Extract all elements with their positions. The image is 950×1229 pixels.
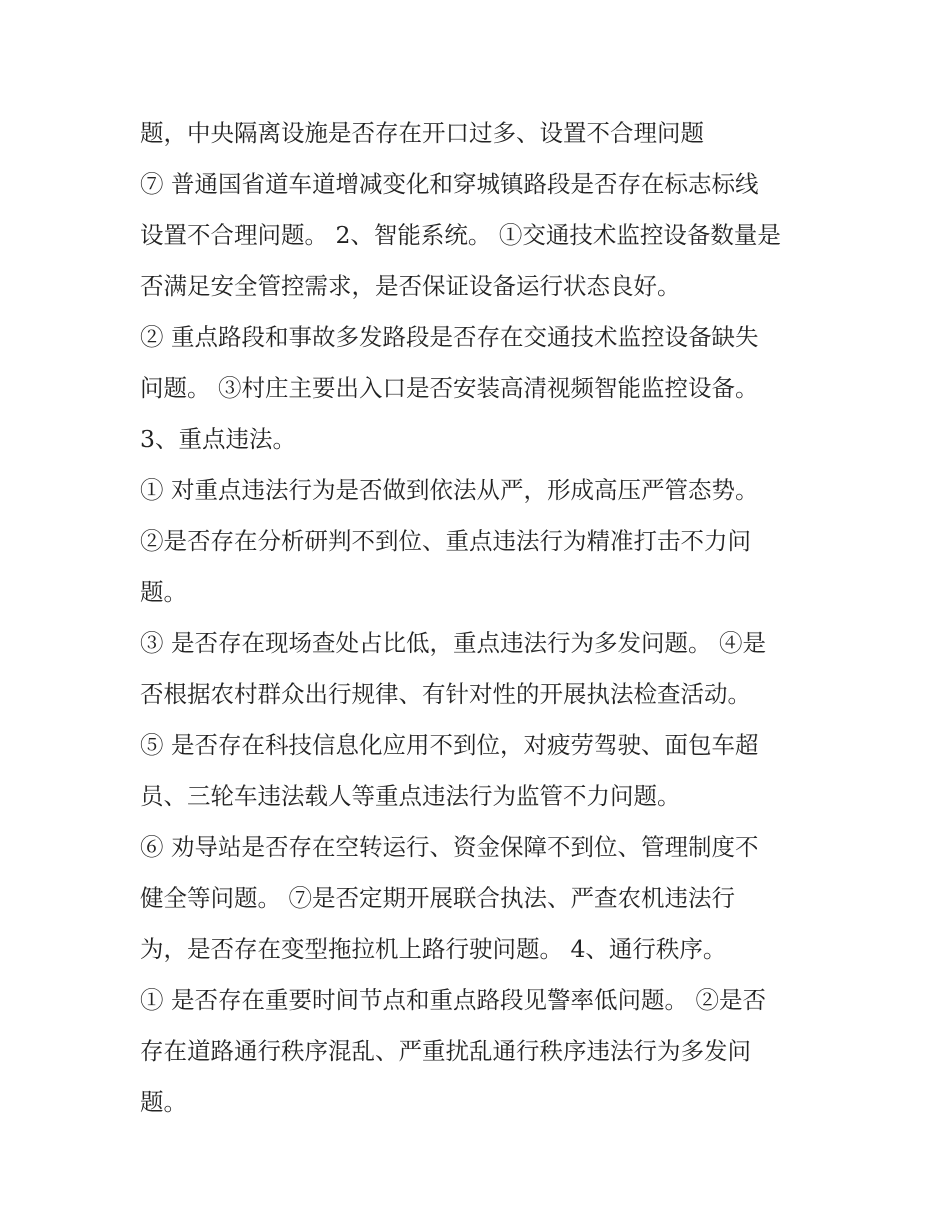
text-line-17: 为，是否存在变型拖拉机上路行驶问题。 4、通行秩序。 — [140, 935, 727, 963]
text-line-2: ⑦ 普通国省道车道增减变化和穿城镇路段是否存在标志标线 — [140, 170, 759, 198]
text-line-4: 否满足安全管控需求，是否保证设备运行状态良好。 — [140, 272, 681, 300]
text-line-3: 设置不合理问题。 2、智能系统。 ①交通技术监控设备数量是 — [140, 221, 781, 249]
section-heading-3: 3、重点违法。 — [140, 425, 296, 453]
text-line-1: 题，中央隔离设施是否存在开口过多、设置不合理问题 — [140, 119, 704, 147]
text-line-20: 题。 — [140, 1088, 187, 1116]
text-line-9: ②是否存在分析研判不到位、重点违法行为精准打击不力问 — [140, 527, 751, 555]
text-line-10: 题。 — [140, 578, 187, 606]
text-line-12: 否根据农村群众出行规律、有针对性的开展执法检查活动。 — [140, 680, 751, 708]
text-line-6: 问题。 ③村庄主要出入口是否安装高清视频智能监控设备。 — [140, 374, 759, 402]
text-line-13: ⑤ 是否存在科技信息化应用不到位，对疲劳驾驶、面包车超 — [140, 731, 759, 759]
text-line-11: ③ 是否存在现场查处占比低，重点违法行为多发问题。 ④是 — [140, 629, 766, 657]
text-line-19: 存在道路通行秩序混乱、严重扰乱通行秩序违法行为多发问 — [140, 1037, 751, 1065]
text-line-18: ① 是否存在重要时间节点和重点路段见警率低问题。 ②是否 — [140, 986, 766, 1014]
text-line-8: ① 对重点违法行为是否做到依法从严，形成高压严管态势。 — [140, 476, 759, 504]
document-body — [140, 108, 830, 1128]
text-line-16: 健全等问题。 ⑦是否定期开展联合执法、严查农机违法行 — [140, 884, 735, 912]
text-line-14: 员、三轮车违法载人等重点违法行为监管不力问题。 — [140, 782, 681, 810]
text-line-5: ② 重点路段和事故多发路段是否存在交通技术监控设备缺失 — [140, 323, 759, 351]
text-line-15: ⑥ 劝导站是否存在空转运行、资金保障不到位、管理制度不 — [140, 833, 759, 861]
